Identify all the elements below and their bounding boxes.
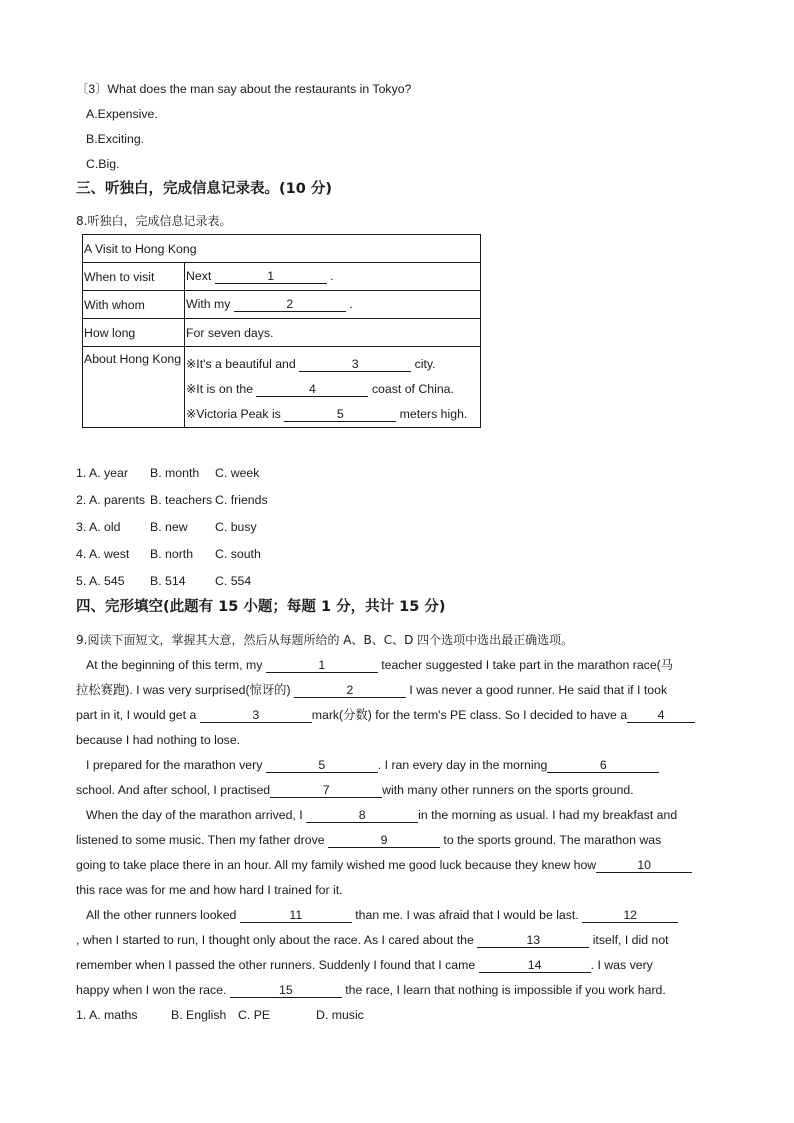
passage-text: listened to some music. Then my father drove <box>76 833 325 847</box>
passage-text: the race, I learn that nothing is impossible if you work hard. <box>345 983 666 997</box>
passage-text: , when I started to run, I thought only about the race. As I cared about the <box>76 933 474 947</box>
row-suffix: . <box>349 297 353 311</box>
blank-4[interactable]: 4 <box>256 382 368 397</box>
fact-line <box>186 402 479 427</box>
row-value <box>185 291 481 319</box>
option-b[interactable]: B. new <box>150 520 188 534</box>
passage-text: in the morning as usual. I had my breakfast and <box>418 808 678 822</box>
blank-2[interactable]: 2 <box>294 683 406 698</box>
table-title: A Visit to Hong Kong <box>83 235 481 263</box>
option-c: C.Big. <box>86 157 120 171</box>
blank-4[interactable]: 4 <box>627 708 695 723</box>
row-label: With whom <box>83 291 185 319</box>
row-suffix: . <box>330 269 334 283</box>
passage-line <box>86 757 659 773</box>
option-b[interactable]: B. 514 <box>150 574 186 588</box>
passage-text: When the day of the marathon arrived, I <box>86 808 303 822</box>
fact-suffix: coast of China. <box>371 382 454 396</box>
passage-line <box>86 807 677 823</box>
option-d[interactable]: D. music <box>316 1008 364 1022</box>
blank-14[interactable]: 14 <box>479 958 591 973</box>
passage-text: . I ran every day in the morning <box>377 758 548 772</box>
table-row <box>83 263 481 291</box>
passage-text: remember when I passed the other runners. Suddenly I found that I came <box>76 958 476 972</box>
option-b[interactable]: B. English <box>171 1008 227 1022</box>
passage-line: because I had nothing to lose. <box>76 733 241 747</box>
option-c[interactable]: C. friends <box>215 493 268 507</box>
fact-suffix: city. <box>414 357 436 371</box>
option-c[interactable]: C. busy <box>215 520 257 534</box>
info-record-table <box>82 234 481 428</box>
passage-line <box>76 857 692 873</box>
option-row-3 <box>76 519 257 535</box>
option-b[interactable]: B. month <box>150 466 200 480</box>
passage-text: 拉松赛跑). I was very surprised(惊讶的) <box>76 683 291 697</box>
option-a[interactable]: 1. A. maths <box>76 1008 138 1022</box>
option-b: B.Exciting. <box>86 132 145 146</box>
passage-text: going to take place there in an hour. All my family wished me good luck because they knew how <box>76 858 597 872</box>
table-row <box>83 319 481 347</box>
fact-prefix: ※Victoria Peak is <box>186 407 281 421</box>
blank-3[interactable]: 3 <box>200 708 312 723</box>
passage-line: this race was for me and how hard I trained for it. <box>76 883 343 897</box>
row-label: How long <box>83 319 185 347</box>
passage-text: to the sports ground. The marathon was <box>443 833 662 847</box>
option-row-2 <box>76 492 268 508</box>
blank-2[interactable]: 2 <box>234 297 346 312</box>
passage-text: mark(分数) for the term's PE class. So I decided to have a <box>311 708 628 722</box>
question-8-title: 8.听独白，完成信息记录表。 <box>76 214 232 228</box>
table-row <box>83 347 481 428</box>
cloze-option-row-1 <box>76 1007 364 1023</box>
passage-text: I prepared for the marathon very <box>86 758 263 772</box>
passage-text: school. And after school, I practised <box>76 783 271 797</box>
table-row <box>83 291 481 319</box>
section-3-heading: 三、听独白，完成信息记录表。(10 分) <box>76 181 332 197</box>
option-c[interactable]: C. 554 <box>215 574 252 588</box>
option-a[interactable]: 1. A. year <box>76 466 128 480</box>
fact-line <box>186 352 479 377</box>
passage-text: I was never a good runner. He said that if I took <box>409 683 668 697</box>
blank-10[interactable]: 10 <box>596 858 692 873</box>
blank-15[interactable]: 15 <box>230 983 342 998</box>
blank-6[interactable]: 6 <box>547 758 659 773</box>
passage-text: All the other runners looked <box>86 908 237 922</box>
option-a: A.Expensive. <box>86 107 158 121</box>
option-row-4 <box>76 546 261 562</box>
blank-5[interactable]: 5 <box>266 758 378 773</box>
passage-line <box>76 932 669 948</box>
row-value <box>185 347 481 428</box>
passage-text: part in it, I would get a <box>76 708 197 722</box>
passage-text: than me. I was afraid that I would be last. <box>355 908 579 922</box>
row-label: When to visit <box>83 263 185 291</box>
blank-5[interactable]: 5 <box>284 407 396 422</box>
blank-8[interactable]: 8 <box>306 808 418 823</box>
fact-suffix: meters high. <box>399 407 468 421</box>
option-c[interactable]: C. south <box>215 547 261 561</box>
passage-line <box>76 682 667 698</box>
option-a[interactable]: 2. A. parents <box>76 493 146 507</box>
passage-text: with many other runners on the sports ground. <box>382 783 634 797</box>
row-label: About Hong Kong <box>83 347 185 428</box>
question-9-instruction: 9.阅读下面短文，掌握其大意，然后从每题所给的 A、B、C、D 四个选项中选出最正确选项。 <box>76 633 574 647</box>
passage-line <box>76 957 653 973</box>
blank-1[interactable]: 1 <box>266 658 378 673</box>
blank-1[interactable]: 1 <box>215 269 327 284</box>
passage-text: itself, I did not <box>592 933 669 947</box>
option-c[interactable]: C. week <box>215 466 260 480</box>
passage-line <box>76 982 666 998</box>
question-3: 〔3〕What does the man say about the restaurants in Tokyo? <box>76 82 412 96</box>
option-a[interactable]: 5. A. 545 <box>76 574 125 588</box>
fact-prefix: ※It's a beautiful and <box>186 357 296 371</box>
passage-text: . I was very <box>590 958 653 972</box>
section-4-heading: 四、完形填空(此题有 15 小题；每题 1 分，共计 15 分) <box>76 599 446 615</box>
option-a[interactable]: 3. A. old <box>76 520 121 534</box>
blank-12[interactable]: 12 <box>582 908 678 923</box>
blank-9[interactable]: 9 <box>328 833 440 848</box>
passage-text: At the beginning of this term, my <box>86 658 263 672</box>
blank-11[interactable]: 11 <box>240 908 352 923</box>
option-row-5 <box>76 573 251 589</box>
passage-line <box>76 832 661 848</box>
fact-line <box>186 377 479 402</box>
blank-7[interactable]: 7 <box>270 783 382 798</box>
blank-13[interactable]: 13 <box>477 933 589 948</box>
passage-line <box>86 657 673 673</box>
passage-text: teacher suggested I take part in the marathon race(马 <box>381 658 674 672</box>
option-b[interactable]: B. north <box>150 547 194 561</box>
passage-line <box>76 782 634 798</box>
passage-line <box>76 707 695 723</box>
row-prefix: With my <box>186 297 231 311</box>
option-a[interactable]: 4. A. west <box>76 547 130 561</box>
passage-line <box>86 907 678 923</box>
fact-prefix: ※It is on the <box>186 382 254 396</box>
option-row-1 <box>76 465 259 481</box>
row-value <box>185 263 481 291</box>
option-c[interactable]: C. PE <box>238 1008 271 1022</box>
option-b[interactable]: B. teachers <box>150 493 213 507</box>
row-value: For seven days. <box>185 319 481 347</box>
blank-3[interactable]: 3 <box>299 357 411 372</box>
row-prefix: Next <box>186 269 212 283</box>
passage-text: happy when I won the race. <box>76 983 227 997</box>
